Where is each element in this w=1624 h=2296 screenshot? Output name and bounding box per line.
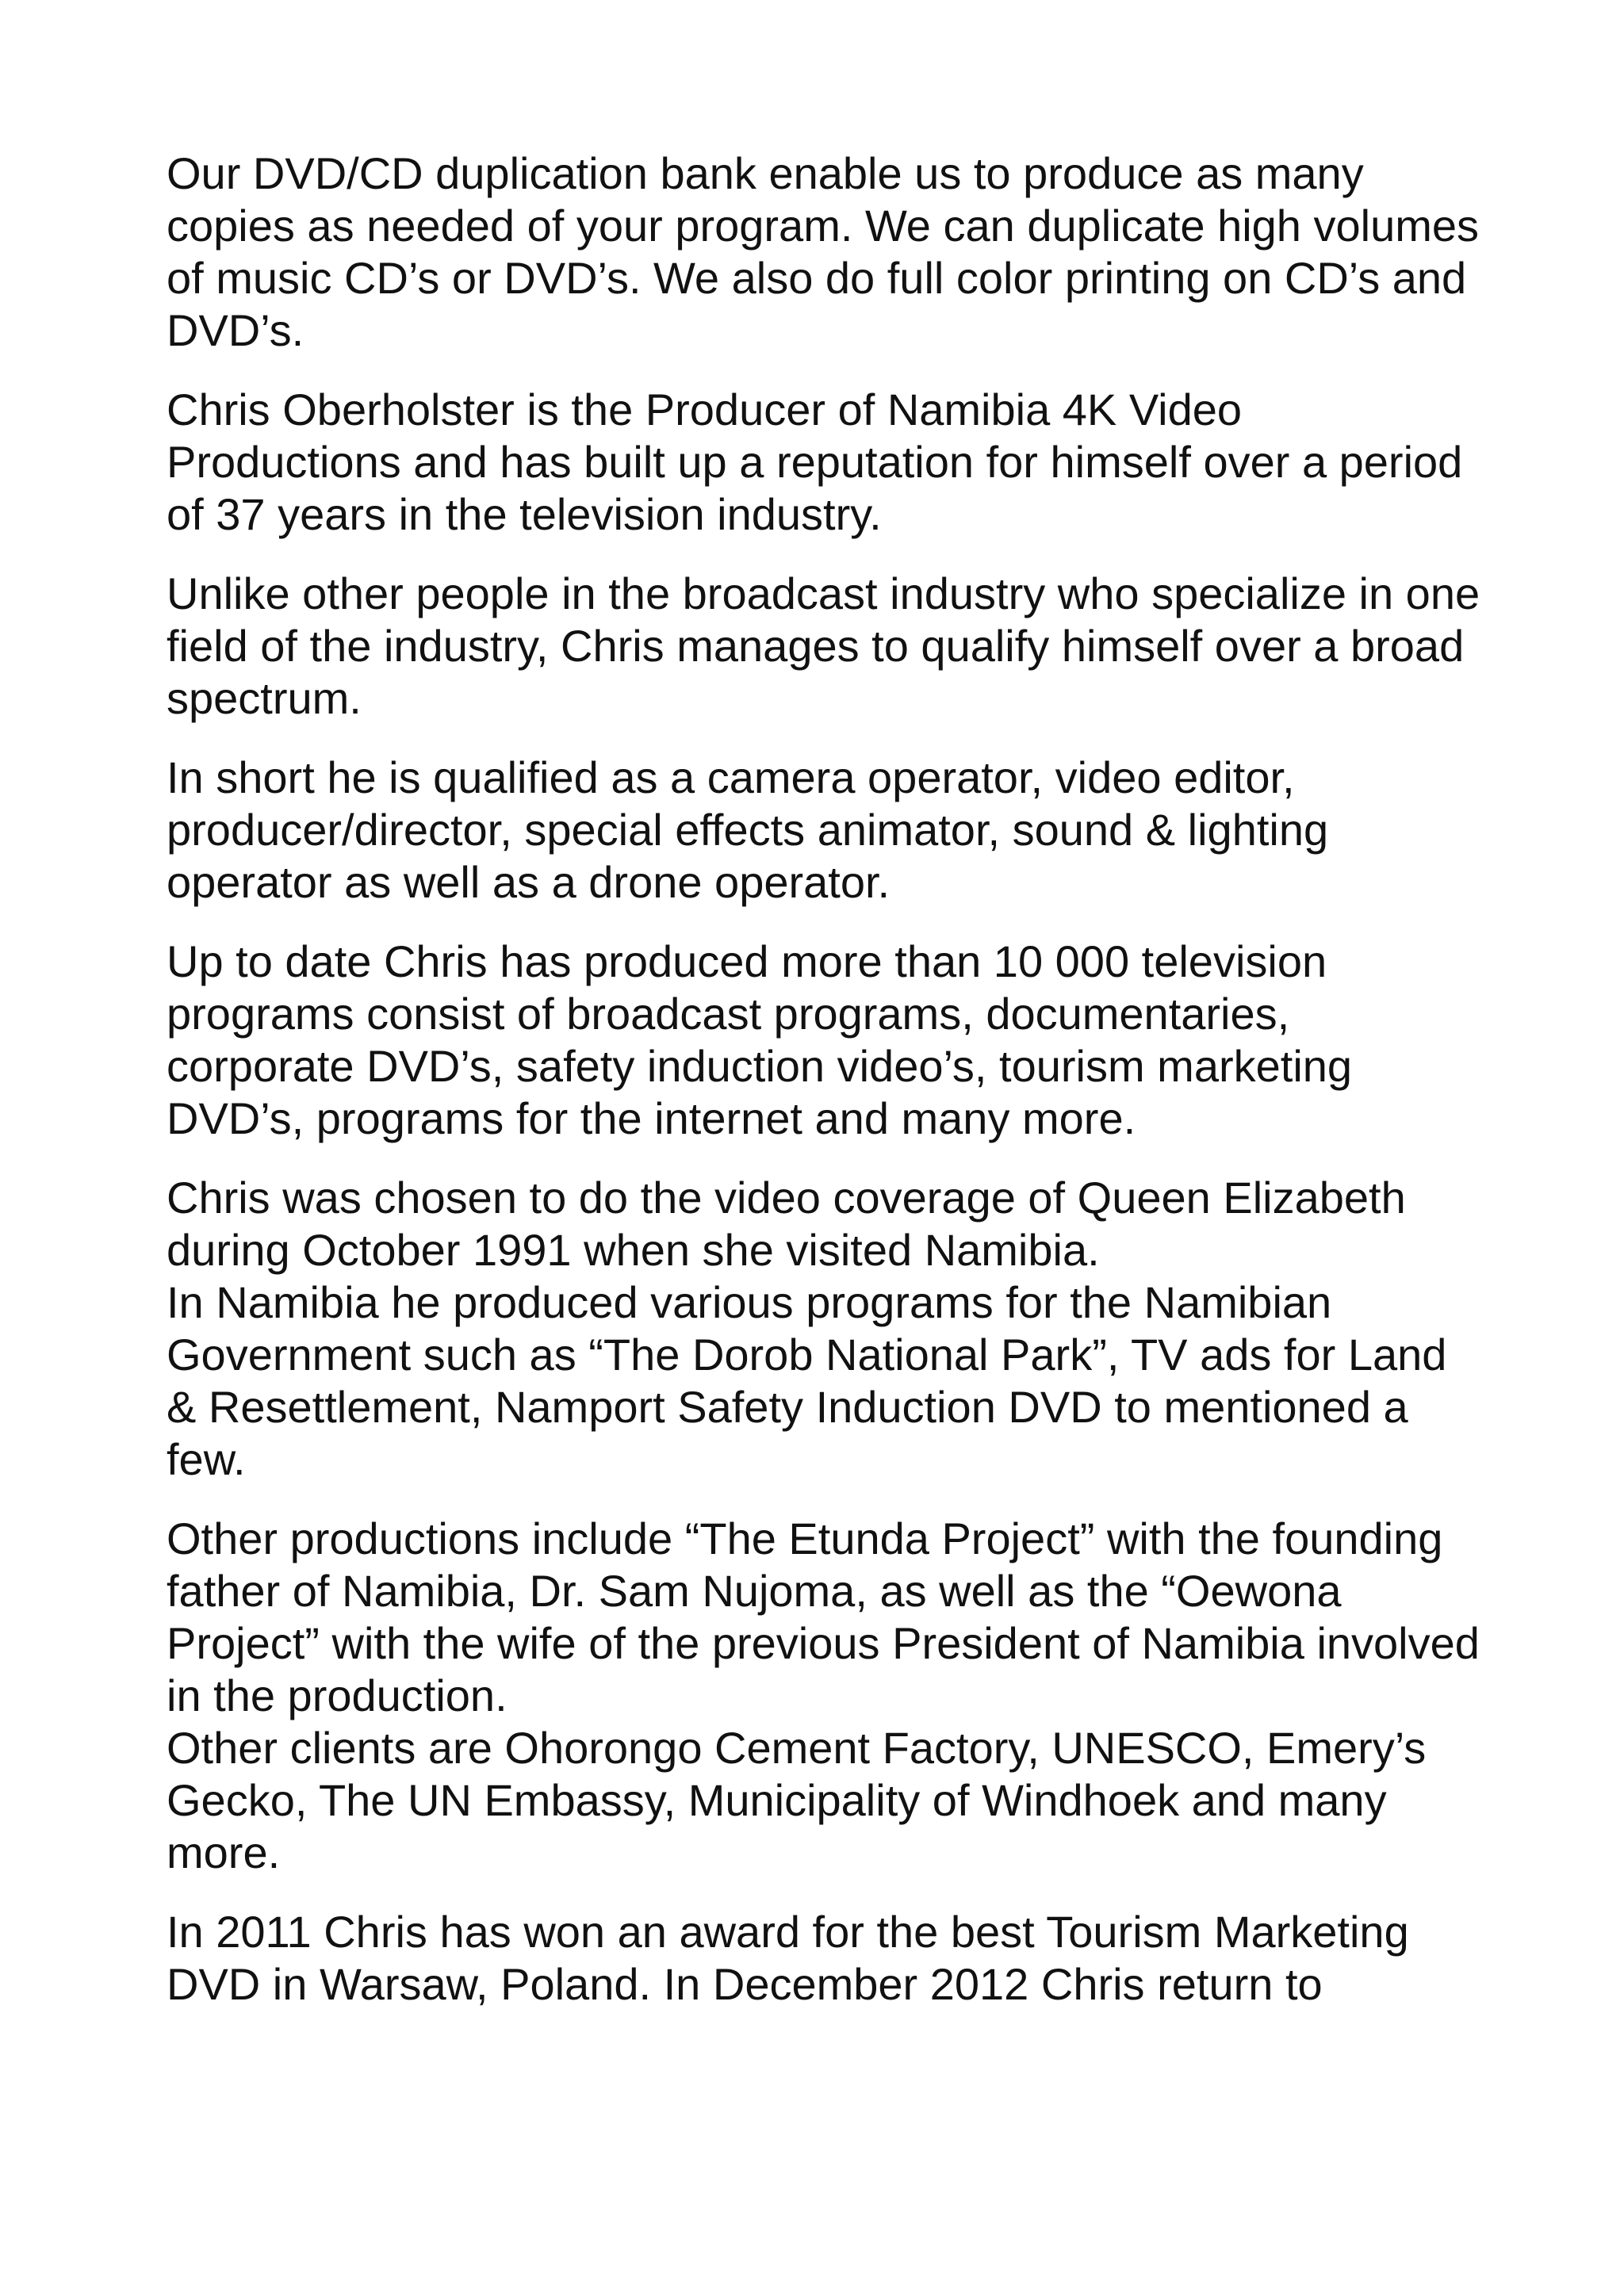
text-line: DVD’s, programs for the internet and many more. — [167, 1093, 1136, 1143]
text-line: Other productions include “The Etunda Project” with the founding — [167, 1513, 1443, 1563]
paragraph-programs-produced — [167, 936, 1475, 1145]
text-line: operator as well as a drone operator. — [167, 857, 891, 907]
paragraph-other-productions — [167, 1513, 1480, 1879]
text-line: Unlike other people in the broadcast industry who specialize in one — [167, 568, 1480, 618]
text-line: In Namibia he produced various programs for the Namibian — [167, 1277, 1332, 1327]
text-line: in the production. — [167, 1670, 508, 1720]
text-line: spectrum. — [167, 673, 362, 723]
paragraph-broad-spectrum — [167, 568, 1480, 725]
text-line: DVD’s. — [167, 305, 304, 355]
text-line: Productions and has built up a reputation for himself over a period — [167, 437, 1463, 487]
text-line: more. — [167, 1827, 281, 1877]
document-body — [167, 147, 1480, 2038]
text-line: father of Namibia, Dr. Sam Nujoma, as well as the “Oewona — [167, 1566, 1342, 1616]
paragraph-qualifications — [167, 752, 1475, 909]
paragraph-award — [167, 1906, 1475, 2011]
text-line: during October 1991 when she visited Namibia. — [167, 1225, 1100, 1275]
text-line: Our DVD/CD duplication bank enable us to produce as many — [167, 148, 1364, 198]
paragraph-government-work — [167, 1172, 1475, 1486]
text-line: field of the industry, Chris manages to qualify himself over a broad — [167, 621, 1465, 671]
text-line: Project” with the wife of the previous President of Namibia involved — [167, 1618, 1480, 1668]
text-line: Chris was chosen to do the video coverage of Queen Elizabeth — [167, 1173, 1406, 1223]
text-line: Up to date Chris has produced more than 10 000 television — [167, 936, 1327, 986]
paragraph-producer — [167, 384, 1475, 541]
paragraph-duplication — [167, 147, 1480, 357]
text-line: Chris Oberholster is the Producer of Namibia 4K Video — [167, 385, 1243, 434]
text-line: In short he is qualified as a camera operator, video editor, — [167, 752, 1295, 802]
text-line: Government such as “The Dorob National Park”, TV ads for Land — [167, 1330, 1447, 1380]
text-line: corporate DVD’s, safety induction video’s, tourism marketing — [167, 1041, 1353, 1091]
text-line: copies as needed of your program. We can duplicate high volumes — [167, 201, 1480, 251]
text-line: DVD in Warsaw, Poland. In December 2012 Chris return to — [167, 1959, 1323, 2009]
text-line: & Resettlement, Namport Safety Induction DVD to mentioned a — [167, 1382, 1408, 1432]
text-line: of 37 years in the television industry. — [167, 489, 882, 539]
text-line: programs consist of broadcast programs, documentaries, — [167, 989, 1290, 1039]
text-line: few. — [167, 1434, 246, 1484]
text-line: Other clients are Ohorongo Cement Factory, UNESCO, Emery’s — [167, 1723, 1427, 1773]
text-line: In 2011 Chris has won an award for the best Tourism Marketing — [167, 1907, 1409, 1957]
text-line: of music CD’s or DVD’s. We also do full color printing on CD’s and — [167, 253, 1467, 303]
text-line: producer/director, special effects animator, sound & lighting — [167, 805, 1329, 855]
text-line: Gecko, The UN Embassy, Municipality of Windhoek and many — [167, 1775, 1387, 1825]
